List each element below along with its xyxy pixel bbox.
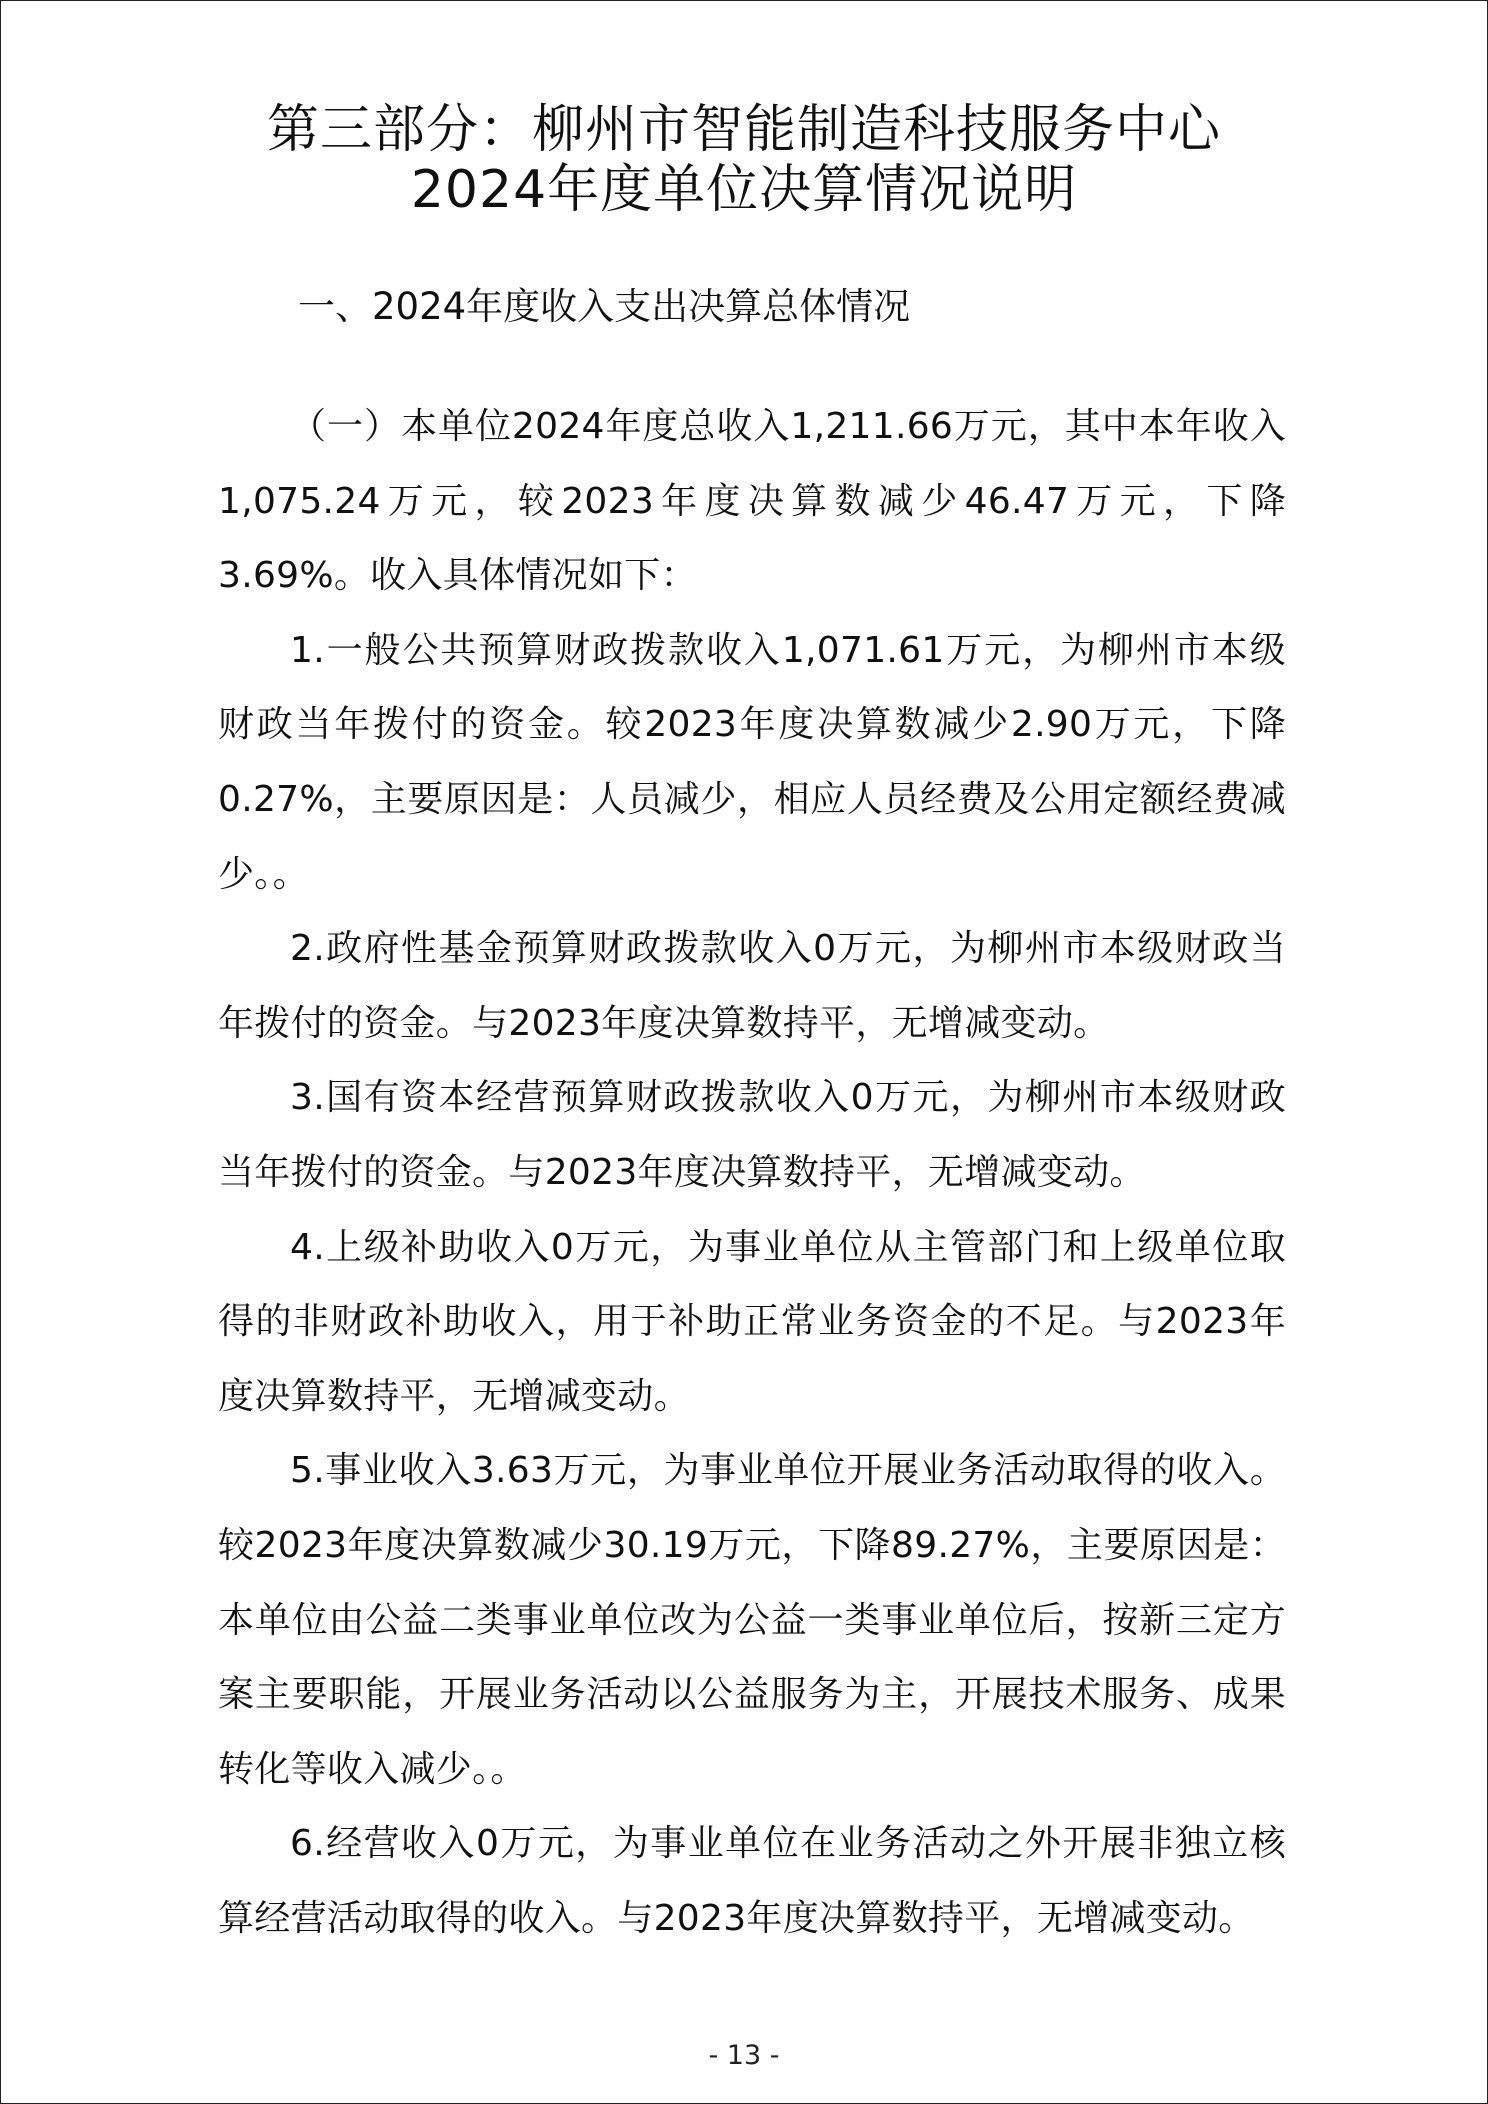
paragraph-superior-subsidy: 4.上级补助收入0万元，为事业单位从主管部门和上级单位取得的非财政补助收入，用于补助正常业务资金的不足。与2023年度决算数持平，无增减变动。	[218, 1226, 1286, 1417]
title-line-1: 第三部分：柳州市智能制造科技服务中心	[266, 100, 1221, 160]
paragraph-state-capital: 3.国有资本经营预算财政拨款收入0万元，为柳州市本级财政当年拨付的资金。与2023年度决算数持平，无增减变动。	[218, 1077, 1286, 1193]
paragraph-general-budget: 1.一般公共预算财政拨款收入1,071.61万元，为柳州市本级财政当年拨付的资金。较2023年度决算数减少2.90万元，下降0.27%，主要原因是：人员减少，相应人员经费及公用定额经费减少。。	[218, 629, 1286, 895]
title-line-2: 2024年度单位决算情况说明	[410, 160, 1078, 220]
page-number: - 13 -	[708, 2040, 780, 2071]
document-title	[0, 100, 1488, 220]
paragraph-business-income: 5.事业收入3.63万元，为事业单位开展业务活动取得的收入。较2023年度决算数减少30.19万元，下降89.27%，主要原因是：本单位由公益二类事业单位改为公益一类事业单位后，按新三定方案主要职能，开展业务活动以公益服务为主，开展技术服务、成果转化等收入减少。。	[218, 1450, 1286, 1790]
paragraph-operating-income: 6.经营收入0万元，为事业单位在业务活动之外开展非独立核算经营活动取得的收入。与2023年度决算数持平，无增减变动。	[218, 1823, 1286, 1939]
section-heading: 一、2024年度收入支出决算总体情况	[298, 285, 911, 328]
body-text	[218, 390, 1286, 1956]
paragraph-total-income: （一）本单位2024年度总收入1,211.66万元，其中本年收入1,075.24万元，较2023年度决算数减少46.47万元，下降3.69%。收入具体情况如下：	[218, 406, 1286, 597]
paragraph-government-fund: 2.政府性基金预算财政拨款收入0万元，为柳州市本级财政当年拨付的资金。与2023年度决算数持平，无增减变动。	[218, 928, 1286, 1044]
